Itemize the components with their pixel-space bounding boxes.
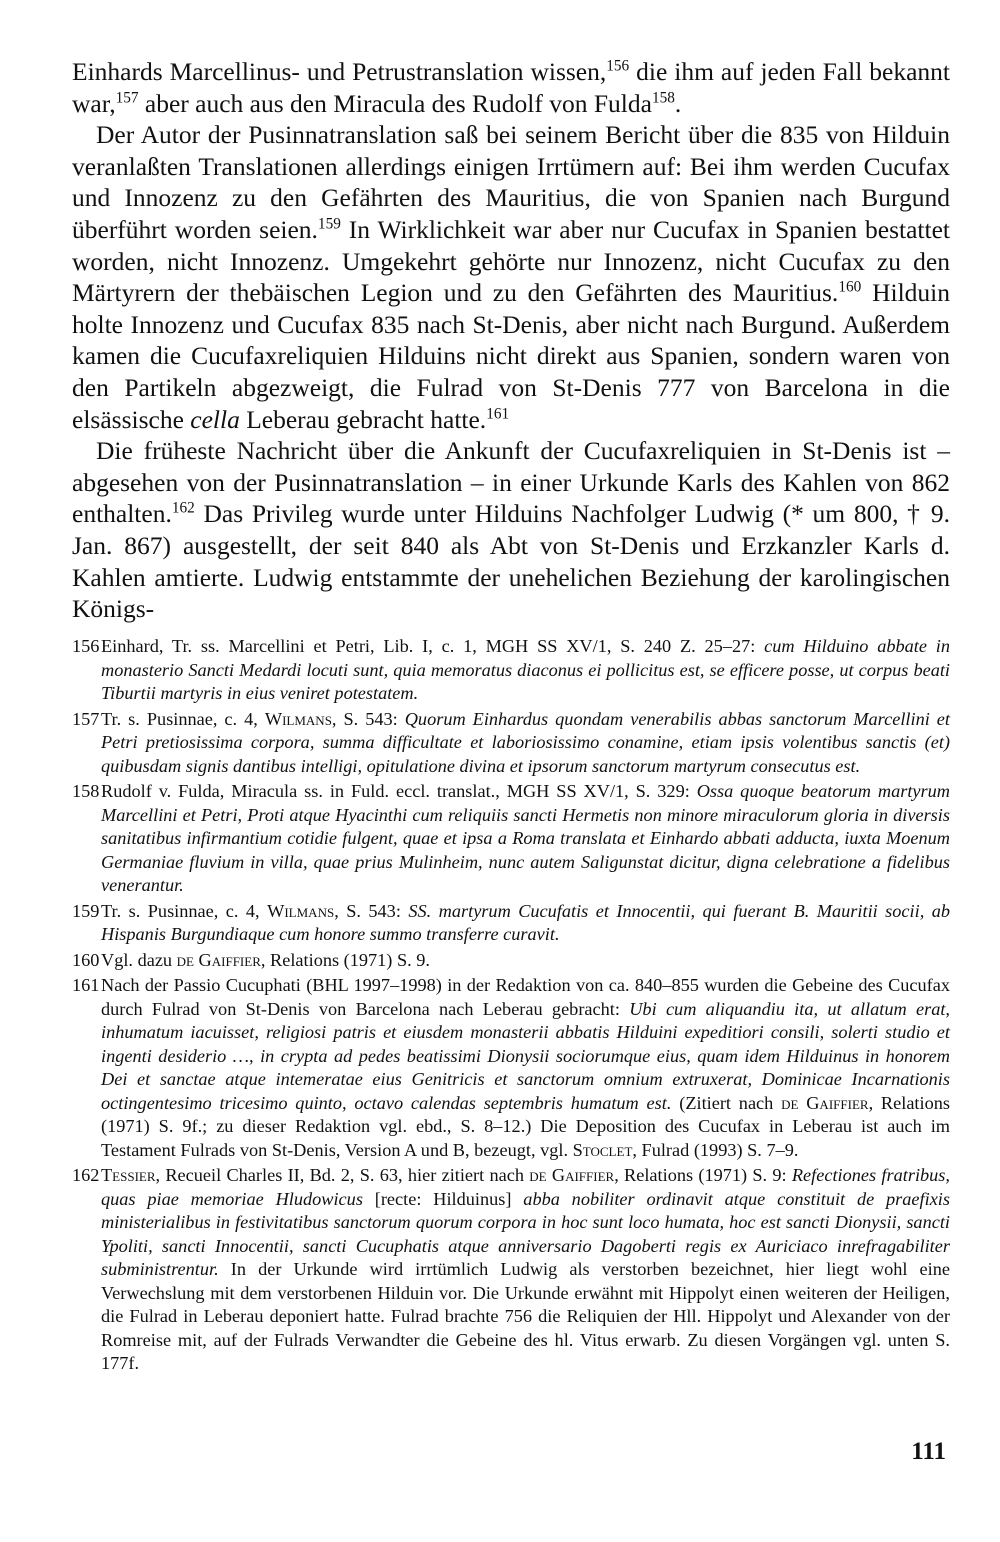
footnote-text: Nach der Passio Cucuphati (BHL 1997–1998) in der Redaktion von ca. 840–855 wurden die Gebeine des Cucufax durch Fulrad von St-Denis von Barcelona nach Leberau gebracht: (101, 975, 950, 1019)
author-name: Wilmans (267, 900, 335, 921)
footnote-ref-158[interactable]: 158 (651, 89, 675, 107)
author-name: de Gaiffier (529, 1165, 615, 1185)
footnote-text: , Relations (1971) S. 9f.; zu dieser Redaktion vgl. ebd., S. 8–12.) Die Deposition des Cucufax in Leberau ist auch im Testament Fulrads von St-Denis, Version A und B, bezeugt, vgl. (101, 1092, 950, 1160)
footnote-quote: Refectiones fratribus, quas piae memoriae Hludowicus (101, 1165, 950, 1209)
footnote-156 (72, 635, 950, 706)
footnote-162 (72, 1164, 950, 1376)
footnote-ref-160[interactable]: 160 (838, 278, 862, 296)
paragraph-2 (72, 119, 950, 435)
author-name: Stoclet (572, 1139, 633, 1160)
footnote-quote: Quorum Einhardus quondam venerabilis abbas sanctorum Marcellini et Petri pretiosissima corpora, summa difficultate et laboriosissimo conamine, etiam ipsis volentibus sanctis (et) quibusdam signis dantibus intelligi, opitulatione divina et ipsorum sanctorum martyrum consecutus est. (101, 708, 950, 776)
footnote-text: (Zitiert nach (671, 1092, 782, 1113)
text-run: Einhards Marcellinus- und Petrustranslation wissen, (72, 57, 607, 86)
footnote-quote: abba nobiliter ordinavit atque constituit de praefixis ministerialibus in festivitatibus sanctorum quorum corpora in hoc sunt loco humata, hoc est sancti Dionysii, sancti Ypoliti, sancti Innocentii, sancti Cucuphatis atque anniversario Dagoberti regis ex Auriciaco inrefragabiliter subministrentur. (101, 1188, 950, 1279)
footnote-text: , Recueil Charles II, Bd. 2, S. 63, hier zitiert nach (155, 1165, 530, 1185)
paragraph-3 (72, 435, 950, 625)
footnote-quote: Ossa quoque beatorum martyrum Marcellini et Petri, Proti atque Hyacinthi cum reliquiis sancti Hermetis non minore miraculorum gloria in diversis sanitatibus infirmantium cotidie fulgent, quae et ipsa a Roma translata et Einhardo abbati adducta, iuxta Moenum Germaniae fluvium in villa, quae prius Mulinheim, nunc autem Saligunstat dicitur, digna celebratione a fidelibus venerantur. (101, 781, 950, 895)
footnote-number: 156 (72, 636, 100, 656)
author-name: de Gaiffier (781, 1092, 869, 1113)
paragraph-1 (72, 56, 950, 119)
page-number: 111 (911, 1438, 946, 1465)
text-run: die ihm auf jeden Fall bekannt war, (72, 57, 950, 118)
text-run: Leberau gebracht hatte. (239, 404, 487, 434)
text-run: aber auch aus den Miracula des Rudolf von Fulda (138, 88, 652, 118)
footnote-text: [recte: Hilduinus] (362, 1188, 524, 1209)
footnote-quote: SS. martyrum Cucufatis et Innocentii, qui fuerant B. Mauritii socii, ab Hispanis Burgundiaque cum honore summo transferre curavit. (101, 900, 951, 944)
footnote-161 (72, 974, 950, 1162)
footnote-160 (72, 949, 950, 973)
footnote-157 (72, 708, 950, 779)
footnote-ref-157[interactable]: 157 (115, 89, 139, 107)
text-run: In Wirklichkeit war aber nur Cucufax in Spanien bestattet worden, nicht Innozenz. Umgekehrt gehörte nur Innozenz, nicht Cucufax zu den Märtyrern der thebäischen Legion und zu den Gefährten des Mauritius. (72, 214, 950, 308)
footnote-text: , S. 543: (331, 708, 405, 729)
text-run: Der Autor der Pusinnatranslation saß bei seinem Bericht über die 835 von Hilduin veranlaßten Translationen allerdings einigen Irrtümern auf: Bei ihm werden Cucufax und Innozenz zu den Gefährten des Mauritius, die von Spanien nach Burgund überführt worden seien. (72, 120, 950, 244)
footnote-159 (72, 900, 950, 947)
footnote-number: 157 (72, 708, 100, 729)
footnote-number: 159 (72, 900, 100, 921)
footnotes (72, 635, 950, 1378)
footnote-quote: Ubi cum aliquandiu ita, ut allatum erat, inhumatum iacuisset, religiosi patris et eiusdem monasterii abbatis Hilduini expeditiori consili, solerti studio et ingenti desiderio …, in crypta ad pedes beatissimi Dionysii sociorumque eius, quam idem Hilduinus in honorem Dei et sanctae atque intemeratae eius Genitricis et sanctorum omnium extruxerat, Dominicae Incarnationis octingentesimo tricesimo quinto, octavo calendas septembris humatum est. (101, 998, 951, 1113)
footnote-158 (72, 780, 950, 898)
footnote-text: , Relations (1971) S. 9: (614, 1165, 792, 1185)
author-name: Wilmans (264, 708, 332, 729)
text-run: . (674, 88, 682, 118)
text-run: Die früheste Nachricht über die Ankunft der Cucufaxreliquien in St-Denis ist – abgesehen von der Pusinnatranslation – in einer Urkunde Karls des Kahlen von 862 enthalten. (72, 436, 950, 529)
footnote-text: Tr. s. Pusinnae, c. 4, (101, 708, 265, 729)
footnote-ref-156[interactable]: 156 (606, 57, 630, 75)
footnote-text: , Relations (1971) S. 9. (260, 949, 430, 970)
footnote-number: 162 (72, 1165, 100, 1185)
footnote-ref-161[interactable]: 161 (486, 405, 510, 423)
footnote-ref-159[interactable]: 159 (317, 215, 341, 233)
author-name: de Gaiffier (176, 949, 261, 970)
footnote-text: Rudolf v. Fulda, Miracula ss. in Fuld. eccl. translat., MGH SS XV/1, S. 329: (101, 781, 697, 801)
footnote-text: Einhard, Tr. ss. Marcellini et Petri, Lib. I, c. 1, MGH SS XV/1, S. 240 Z. 25–27: (101, 636, 765, 656)
text-run: Hilduin holte Innozenz und Cucufax 835 nach St-Denis, aber nicht nach Burgund. Außerdem kamen die Cucufaxreliquien Hilduins nicht direkt aus Spanien, sondern waren von den Partikeln abgezweigt, die Fulrad von St-Denis 777 von Barcelona in die elsässische (72, 278, 950, 434)
footnote-text: , S. 543: (334, 900, 409, 921)
main-text (72, 56, 950, 625)
footnote-ref-162[interactable]: 162 (171, 499, 195, 517)
italic-term: cella (190, 404, 240, 434)
text-run: Das Privileg wurde unter Hilduins Nachfolger Ludwig (* um 800, † 9. Jan. 867) ausgestellt, der seit 840 als Abt von St-Denis und Erzkanzler Karls d. Kahlen amtierte. Ludwig entstammte der unehelichen Beziehung der karolingischen Königs- (72, 499, 950, 624)
footnote-quote: cum Hilduino abbate in monasterio Sancti Medardi locuti sunt, quia memoratus diaconus ei pollicitus est, se efficere posse, ut corpus beati Tiburtii martyris in eius veniret potestatem. (101, 636, 950, 703)
footnote-number: 158 (72, 781, 100, 801)
footnote-number: 160 (72, 949, 100, 970)
footnote-number: 161 (72, 975, 100, 995)
footnote-text: In der Urkunde wird irrtümlich Ludwig als verstorben bezeichnet, hier liegt wohl eine Verwechslung mit dem verstorbenen Hilduin vor. Die Urkunde erwähnt mit Hippolyt einen weiteren der Heiligen, die Fulrad in Leberau deponiert hatte. Fulrad brachte 756 die Reliquien der Hll. Hippolyt und Alexander von der Romreise mit, auf der Fulrads Verwandter die Gebeine des hl. Vitus erwarb. Zu diesen Vorgängen vgl. unten S. 177f. (101, 1259, 950, 1373)
footnote-text: , Fulrad (1993) S. 7–9. (632, 1139, 799, 1160)
footnote-text: Vgl. dazu (101, 949, 177, 970)
author-name: Tessier (101, 1165, 156, 1185)
footnote-text: Tr. s. Pusinnae, c. 4, (101, 900, 268, 921)
